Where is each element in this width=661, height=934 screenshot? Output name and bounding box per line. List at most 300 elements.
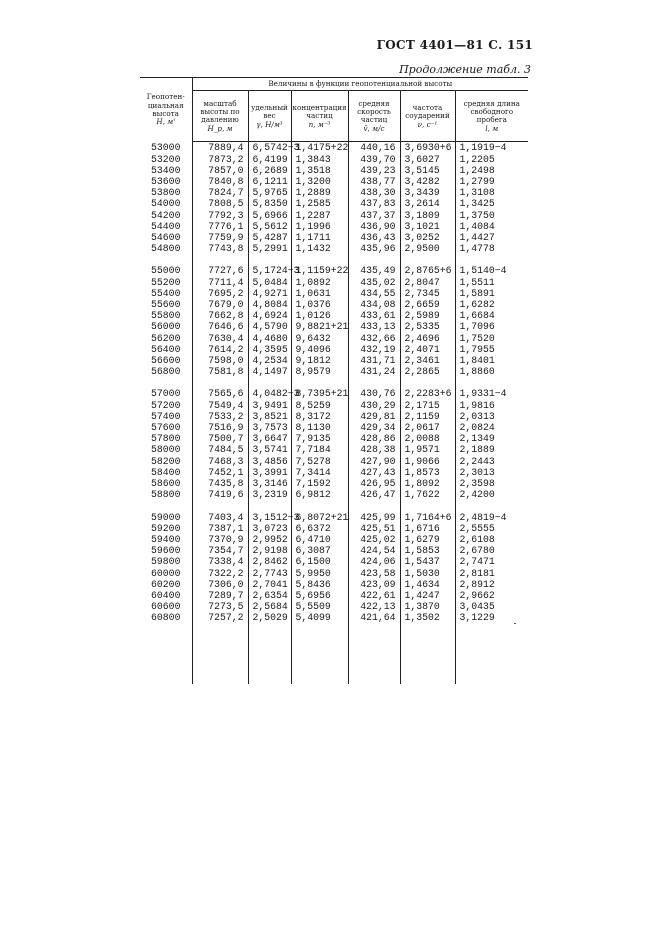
- specific-weight-cell: 6,1211: [248, 176, 291, 187]
- table-row: [140, 601, 528, 612]
- scale-height-cell: 7533,2: [192, 411, 248, 422]
- concentration-cell: 1,1432: [291, 243, 348, 254]
- specific-weight-cell: 4,0482−3: [248, 388, 291, 399]
- mean-speed-cell: 434,55: [348, 288, 400, 299]
- mean-speed-cell: 435,02: [348, 277, 400, 288]
- concentration-cell: 7,3414: [291, 467, 348, 478]
- concentration-cell: 1,3200: [291, 176, 348, 187]
- collision-frequency-cell: 2,5335: [400, 321, 455, 332]
- height-cell: 59800: [140, 556, 192, 567]
- concentration-cell: 8,9579: [291, 366, 348, 377]
- specific-weight-cell: 3,9491: [248, 400, 291, 411]
- collision-frequency-cell: 3,6930+6: [400, 142, 455, 154]
- mean-speed-cell: 425,02: [348, 534, 400, 545]
- scale-height-cell: 7322,2: [192, 568, 248, 579]
- specific-weight-cell: 5,9765: [248, 187, 291, 198]
- height-cell: 54200: [140, 210, 192, 221]
- table-row: [140, 176, 528, 187]
- collision-frequency-cell: 2,2865: [400, 366, 455, 377]
- table-row: [140, 612, 528, 623]
- mean-speed-cell: 422,61: [348, 590, 400, 601]
- height-cell: 60200: [140, 579, 192, 590]
- mean-speed-cell: 422,13: [348, 601, 400, 612]
- table-row: [140, 243, 528, 254]
- concentration-cell: 5,5509: [291, 601, 348, 612]
- height-cell: 56200: [140, 333, 192, 344]
- height-cell: 56400: [140, 344, 192, 355]
- table-row: [140, 590, 528, 601]
- mean-speed-cell: 430,29: [348, 400, 400, 411]
- mean-speed-cell: 423,09: [348, 579, 400, 590]
- table-row: [140, 366, 528, 377]
- concentration-cell: 9,6432: [291, 333, 348, 344]
- table-row: [140, 388, 528, 399]
- concentration-cell: 1,0126: [291, 310, 348, 321]
- specific-weight-cell: 3,3991: [248, 467, 291, 478]
- scale-height-cell: 7662,8: [192, 310, 248, 321]
- height-cell: 53600: [140, 176, 192, 187]
- column-header-height: Геопотен- циальная высота H, м': [140, 78, 192, 142]
- scale-height-cell: 7452,1: [192, 467, 248, 478]
- mean-speed-cell: 437,83: [348, 198, 400, 209]
- mean-free-path-cell: 2,1889: [459, 444, 495, 456]
- collision-frequency-cell: 2,5989: [400, 310, 455, 321]
- table-row: [140, 344, 528, 355]
- scale-height-cell: 7273,5: [192, 601, 248, 612]
- scale-height-cell: 7776,1: [192, 221, 248, 232]
- height-cell: 58400: [140, 467, 192, 478]
- scale-height-cell: 7387,1: [192, 523, 248, 534]
- mean-free-path-cell: 1,5140−4: [459, 265, 507, 277]
- table-row: [140, 523, 528, 534]
- height-cell: 53400: [140, 165, 192, 176]
- column-header-specific-weight: удельный вес γ, Н/м³: [248, 91, 291, 142]
- collision-frequency-cell: 2,7345: [400, 288, 455, 299]
- table-continuation-label: Продолжение табл. 3: [399, 63, 531, 76]
- table-row: [140, 187, 528, 198]
- mean-speed-cell: 431,71: [348, 355, 400, 366]
- table-row: [140, 210, 528, 221]
- concentration-cell: 6,1500: [291, 556, 348, 567]
- scale-height-cell: 7743,8: [192, 243, 248, 254]
- height-cell: 54800: [140, 243, 192, 254]
- group-spacer: [140, 254, 528, 265]
- scale-height-cell: 7824,7: [192, 187, 248, 198]
- specific-weight-cell: 3,8521: [248, 411, 291, 422]
- collision-frequency-cell: 1,9571: [400, 444, 455, 455]
- mean-speed-cell: 430,76: [348, 388, 400, 399]
- height-cell: 55600: [140, 299, 192, 310]
- concentration-cell: 1,1159+22: [291, 265, 348, 276]
- collision-frequency-cell: 1,3502: [400, 612, 455, 623]
- concentration-cell: 6,3087: [291, 545, 348, 556]
- mean-free-path-cell: 1,9331−4: [459, 388, 507, 400]
- specific-weight-cell: 3,0723: [248, 523, 291, 534]
- data-table-container: [140, 77, 528, 624]
- mean-free-path-cell: 2,4200: [459, 489, 495, 501]
- mean-free-path-cell: 2,4819−4: [459, 511, 507, 523]
- table-row: [140, 579, 528, 590]
- collision-frequency-cell: 1,7622: [400, 489, 455, 500]
- specific-weight-cell: 4,3595: [248, 344, 291, 355]
- specific-weight-cell: 5,5612: [248, 221, 291, 232]
- collision-frequency-cell: 3,3439: [400, 187, 455, 198]
- table-row: [140, 277, 528, 288]
- collision-frequency-cell: 2,8047: [400, 277, 455, 288]
- mean-speed-cell: 436,90: [348, 221, 400, 232]
- height-cell: 55000: [140, 265, 192, 276]
- height-cell: 54600: [140, 232, 192, 243]
- concentration-cell: 6,8072+21: [291, 512, 348, 523]
- mean-free-path-cell: 1,7955: [459, 343, 495, 355]
- mean-speed-cell: 431,24: [348, 366, 400, 377]
- collision-frequency-cell: 3,5145: [400, 165, 455, 176]
- scale-height-cell: 7711,4: [192, 277, 248, 288]
- mean-speed-cell: 435,96: [348, 243, 400, 254]
- table-row: [140, 142, 528, 154]
- mean-speed-cell: 439,23: [348, 165, 400, 176]
- table-row: [140, 288, 528, 299]
- specific-weight-cell: 4,5790: [248, 321, 291, 332]
- mean-speed-cell: 426,95: [348, 478, 400, 489]
- mean-free-path-cell: 1,5511: [459, 276, 495, 288]
- table-row: [140, 355, 528, 366]
- concentration-cell: 5,8436: [291, 579, 348, 590]
- concentration-cell: 9,1812: [291, 355, 348, 366]
- concentration-cell: 8,5259: [291, 400, 348, 411]
- height-cell: 58800: [140, 489, 192, 500]
- mean-speed-cell: 424,06: [348, 556, 400, 567]
- scale-height-cell: 7759,9: [192, 232, 248, 243]
- mean-speed-cell: 427,90: [348, 456, 400, 467]
- height-cell: 58200: [140, 456, 192, 467]
- scale-height-cell: 7549,4: [192, 400, 248, 411]
- scale-height-cell: 7257,2: [192, 612, 248, 623]
- table-row: [140, 545, 528, 556]
- mean-free-path-cell: 2,6780: [459, 545, 495, 557]
- concentration-cell: 5,9950: [291, 568, 348, 579]
- mean-speed-cell: 438,77: [348, 176, 400, 187]
- scale-height-cell: 7840,8: [192, 176, 248, 187]
- mean-speed-cell: 428,38: [348, 444, 400, 455]
- scale-height-cell: 7289,7: [192, 590, 248, 601]
- specific-weight-cell: 3,2319: [248, 489, 291, 500]
- column-header-mean-speed: средняя скорость частиц v̄, м/с: [348, 91, 400, 142]
- table-row: [140, 411, 528, 422]
- group-spacer: [140, 377, 528, 388]
- table-row: [140, 489, 528, 500]
- concentration-cell: 1,3843: [291, 154, 348, 165]
- height-cell: 54400: [140, 221, 192, 232]
- collision-frequency-cell: 3,1021: [400, 221, 455, 232]
- collision-frequency-cell: 1,4634: [400, 579, 455, 590]
- table-row: [140, 299, 528, 310]
- mean-speed-cell: 421,64: [348, 612, 400, 623]
- collision-frequency-cell: 2,4696: [400, 333, 455, 344]
- table-row: [140, 265, 528, 276]
- mean-free-path-cell: 1,8401: [459, 355, 495, 367]
- collision-frequency-cell: 1,6716: [400, 523, 455, 534]
- mean-speed-cell: 436,43: [348, 232, 400, 243]
- mean-speed-cell: 435,49: [348, 265, 400, 276]
- concentration-cell: 6,4710: [291, 534, 348, 545]
- specific-weight-cell: 5,1724−3: [248, 265, 291, 276]
- collision-frequency-cell: 2,2283+6: [400, 388, 455, 399]
- table-row: [140, 400, 528, 411]
- mean-free-path-cell: 1,4778: [459, 243, 495, 255]
- column-header-collision-frequency: частота соударений ν, с⁻¹: [400, 91, 455, 142]
- concentration-cell: 1,0376: [291, 299, 348, 310]
- table-row: [140, 568, 528, 579]
- mean-free-path-cell: 1,3750: [459, 209, 495, 221]
- scale-height-cell: 7468,3: [192, 456, 248, 467]
- height-cell: 57400: [140, 411, 192, 422]
- collision-frequency-cell: 1,7164+6: [400, 512, 455, 523]
- mean-free-path-cell: 2,7471: [459, 556, 495, 568]
- scale-height-cell: 7354,7: [192, 545, 248, 556]
- concentration-cell: 1,1711: [291, 232, 348, 243]
- collision-frequency-cell: 2,3461: [400, 355, 455, 366]
- scale-height-cell: 7695,2: [192, 288, 248, 299]
- specific-weight-cell: 3,6647: [248, 433, 291, 444]
- specific-weight-cell: 2,7743: [248, 568, 291, 579]
- collision-frequency-cell: 2,0617: [400, 422, 455, 433]
- specific-weight-cell: 2,9952: [248, 534, 291, 545]
- collision-frequency-cell: 3,1809: [400, 210, 455, 221]
- collision-frequency-cell: 1,8092: [400, 478, 455, 489]
- mean-speed-cell: 426,47: [348, 489, 400, 500]
- specific-weight-cell: 2,7041: [248, 579, 291, 590]
- collision-frequency-cell: 2,9500: [400, 243, 455, 254]
- collision-frequency-cell: 2,1715: [400, 400, 455, 411]
- collision-frequency-cell: 1,5853: [400, 545, 455, 556]
- concentration-cell: 1,2287: [291, 210, 348, 221]
- scale-height-cell: 7565,6: [192, 388, 248, 399]
- concentration-cell: 8,1130: [291, 422, 348, 433]
- concentration-cell: 1,2585: [291, 198, 348, 209]
- scale-height-cell: 7435,8: [192, 478, 248, 489]
- scale-height-cell: 7646,6: [192, 321, 248, 332]
- height-cell: 57800: [140, 433, 192, 444]
- table-row: [140, 310, 528, 321]
- document-header: ГОСТ 4401—81 С. 151: [376, 38, 533, 52]
- mean-free-path-cell: 2,0313: [459, 410, 495, 422]
- height-cell: 54000: [140, 198, 192, 209]
- height-cell: 55800: [140, 310, 192, 321]
- concentration-cell: 1,4175+22: [291, 142, 348, 154]
- height-cell: 60000: [140, 568, 192, 579]
- mean-free-path-cell: 2,3598: [459, 478, 495, 490]
- mean-free-path-cell: 1,6684: [459, 310, 495, 322]
- height-cell: 59600: [140, 545, 192, 556]
- specific-weight-cell: 2,6354: [248, 590, 291, 601]
- mean-speed-cell: 425,51: [348, 523, 400, 534]
- specific-weight-cell: 6,4199: [248, 154, 291, 165]
- specific-weight-cell: 4,1497: [248, 366, 291, 377]
- mean-free-path-cell: 1,3425: [459, 198, 495, 210]
- specific-weight-cell: 3,3146: [248, 478, 291, 489]
- mean-speed-cell: 425,99: [348, 512, 400, 523]
- page-speck: [514, 623, 516, 624]
- mean-free-path-cell: 2,8912: [459, 578, 495, 590]
- concentration-cell: 1,3518: [291, 165, 348, 176]
- table-row: [140, 321, 528, 332]
- concentration-cell: 1,0631: [291, 288, 348, 299]
- mean-free-path-cell: 3,1229: [459, 612, 495, 624]
- concentration-cell: 6,9812: [291, 489, 348, 500]
- height-cell: 59000: [140, 512, 192, 523]
- height-cell: 58600: [140, 478, 192, 489]
- specific-weight-cell: 5,6966: [248, 210, 291, 221]
- scale-height-cell: 7403,4: [192, 512, 248, 523]
- specific-weight-cell: 2,5029: [248, 612, 291, 623]
- mean-speed-cell: 434,08: [348, 299, 400, 310]
- table-row: [140, 456, 528, 467]
- scale-height-cell: 7419,6: [192, 489, 248, 500]
- table-row: [140, 333, 528, 344]
- mean-free-path-cell: 3,0435: [459, 601, 495, 613]
- specific-weight-cell: 3,7573: [248, 422, 291, 433]
- mean-free-path-cell: 1,2799: [459, 176, 495, 188]
- scale-height-cell: 7792,3: [192, 210, 248, 221]
- mean-free-path-cell: 2,8181: [459, 567, 495, 579]
- specific-weight-cell: 3,4856: [248, 456, 291, 467]
- mean-speed-cell: 433,13: [348, 321, 400, 332]
- height-cell: 55200: [140, 277, 192, 288]
- mean-speed-cell: 437,37: [348, 210, 400, 221]
- specific-weight-cell: 4,9271: [248, 288, 291, 299]
- scale-height-cell: 7679,0: [192, 299, 248, 310]
- mean-free-path-cell: 1,7520: [459, 332, 495, 344]
- specific-weight-cell: 3,5741: [248, 444, 291, 455]
- table-row: [140, 556, 528, 567]
- specific-weight-cell: 2,5684: [248, 601, 291, 612]
- specific-weight-cell: 4,4680: [248, 333, 291, 344]
- concentration-cell: 5,4099: [291, 612, 348, 623]
- mean-speed-cell: 423,58: [348, 568, 400, 579]
- scale-height-cell: 7614,2: [192, 344, 248, 355]
- scale-height-cell: 7338,4: [192, 556, 248, 567]
- concentration-cell: 8,3172: [291, 411, 348, 422]
- mean-free-path-cell: 2,3013: [459, 466, 495, 478]
- scale-height-cell: 7598,0: [192, 355, 248, 366]
- table-row: [140, 165, 528, 176]
- height-cell: 53800: [140, 187, 192, 198]
- scale-height-cell: 7370,9: [192, 534, 248, 545]
- height-cell: 56600: [140, 355, 192, 366]
- height-cell: 59200: [140, 523, 192, 534]
- mean-free-path-cell: 1,1919−4: [459, 142, 507, 154]
- specific-weight-cell: 6,2689: [248, 165, 291, 176]
- specific-weight-cell: 5,4287: [248, 232, 291, 243]
- scale-height-cell: 7857,0: [192, 165, 248, 176]
- table-row: [140, 467, 528, 478]
- specific-weight-cell: 3,1512−3: [248, 512, 291, 523]
- height-cell: 58000: [140, 444, 192, 455]
- collision-frequency-cell: 3,0252: [400, 232, 455, 243]
- mean-free-path-cell: 1,2205: [459, 153, 495, 165]
- mean-free-path-cell: 1,6282: [459, 299, 495, 311]
- concentration-cell: 7,1592: [291, 478, 348, 489]
- column-header-concentration: концентрация частиц n, м⁻³: [291, 91, 348, 142]
- atmosphere-table: [140, 77, 528, 684]
- mean-free-path-cell: 2,9662: [459, 589, 495, 601]
- collision-frequency-cell: 2,1159: [400, 411, 455, 422]
- height-cell: 56800: [140, 366, 192, 377]
- height-cell: 57600: [140, 422, 192, 433]
- mean-free-path-cell: 2,0824: [459, 422, 495, 434]
- concentration-cell: 1,2889: [291, 187, 348, 198]
- column-header-mean-free-path: средняя длина свободного пробега l, м: [455, 91, 528, 142]
- table-row: [140, 198, 528, 209]
- mean-speed-cell: 432,66: [348, 333, 400, 344]
- height-cell: 57200: [140, 400, 192, 411]
- table-row: [140, 433, 528, 444]
- group-spacer: [140, 501, 528, 512]
- collision-frequency-cell: 3,4282: [400, 176, 455, 187]
- concentration-cell: 7,5278: [291, 456, 348, 467]
- table-row: [140, 422, 528, 433]
- scale-height-cell: 7500,7: [192, 433, 248, 444]
- specific-weight-cell: 5,8350: [248, 198, 291, 209]
- mean-free-path-cell: 1,5891: [459, 287, 495, 299]
- mean-speed-cell: 427,43: [348, 467, 400, 478]
- collision-frequency-cell: 1,5030: [400, 568, 455, 579]
- height-cell: 60400: [140, 590, 192, 601]
- scale-height-cell: 7516,9: [192, 422, 248, 433]
- specific-weight-cell: 2,8462: [248, 556, 291, 567]
- height-cell: 55400: [140, 288, 192, 299]
- mean-free-path-cell: 1,2498: [459, 164, 495, 176]
- concentration-cell: 7,9135: [291, 433, 348, 444]
- specific-weight-cell: 6,5742−3: [248, 142, 291, 154]
- table-body: [140, 142, 528, 684]
- mean-free-path-cell: 2,5555: [459, 522, 495, 534]
- mean-speed-cell: 433,61: [348, 310, 400, 321]
- mean-free-path-cell: 1,4427: [459, 232, 495, 244]
- specific-weight-cell: 2,9198: [248, 545, 291, 556]
- scale-height-cell: 7727,6: [192, 265, 248, 276]
- mean-free-path-cell: 1,7096: [459, 321, 495, 333]
- mean-free-path-cell: 2,2443: [459, 455, 495, 467]
- collision-frequency-cell: 2,6659: [400, 299, 455, 310]
- table-row: [140, 478, 528, 489]
- specific-weight-cell: 5,2991: [248, 243, 291, 254]
- table-row: [140, 512, 528, 523]
- height-cell: 56000: [140, 321, 192, 332]
- scale-height-cell: 7889,4: [192, 142, 248, 154]
- collision-frequency-cell: 2,4071: [400, 344, 455, 355]
- collision-frequency-cell: 3,2614: [400, 198, 455, 209]
- mean-speed-cell: 429,81: [348, 411, 400, 422]
- mean-speed-cell: 432,19: [348, 344, 400, 355]
- collision-frequency-cell: 1,9066: [400, 456, 455, 467]
- mean-free-path-cell: 1,3108: [459, 187, 495, 199]
- table-bottom-space: [140, 624, 528, 684]
- concentration-cell: 1,0892: [291, 277, 348, 288]
- collision-frequency-cell: 3,6027: [400, 154, 455, 165]
- table-row: [140, 444, 528, 455]
- concentration-cell: 1,1996: [291, 221, 348, 232]
- column-header-scale-height: масштаб высоты по давлению H_p, м: [192, 91, 248, 142]
- scale-height-cell: 7808,5: [192, 198, 248, 209]
- mean-speed-cell: 440,16: [348, 142, 400, 154]
- concentration-cell: 5,6956: [291, 590, 348, 601]
- table-row: [140, 221, 528, 232]
- concentration-cell: 7,7184: [291, 444, 348, 455]
- height-cell: 53200: [140, 154, 192, 165]
- mean-free-path-cell: 2,6108: [459, 533, 495, 545]
